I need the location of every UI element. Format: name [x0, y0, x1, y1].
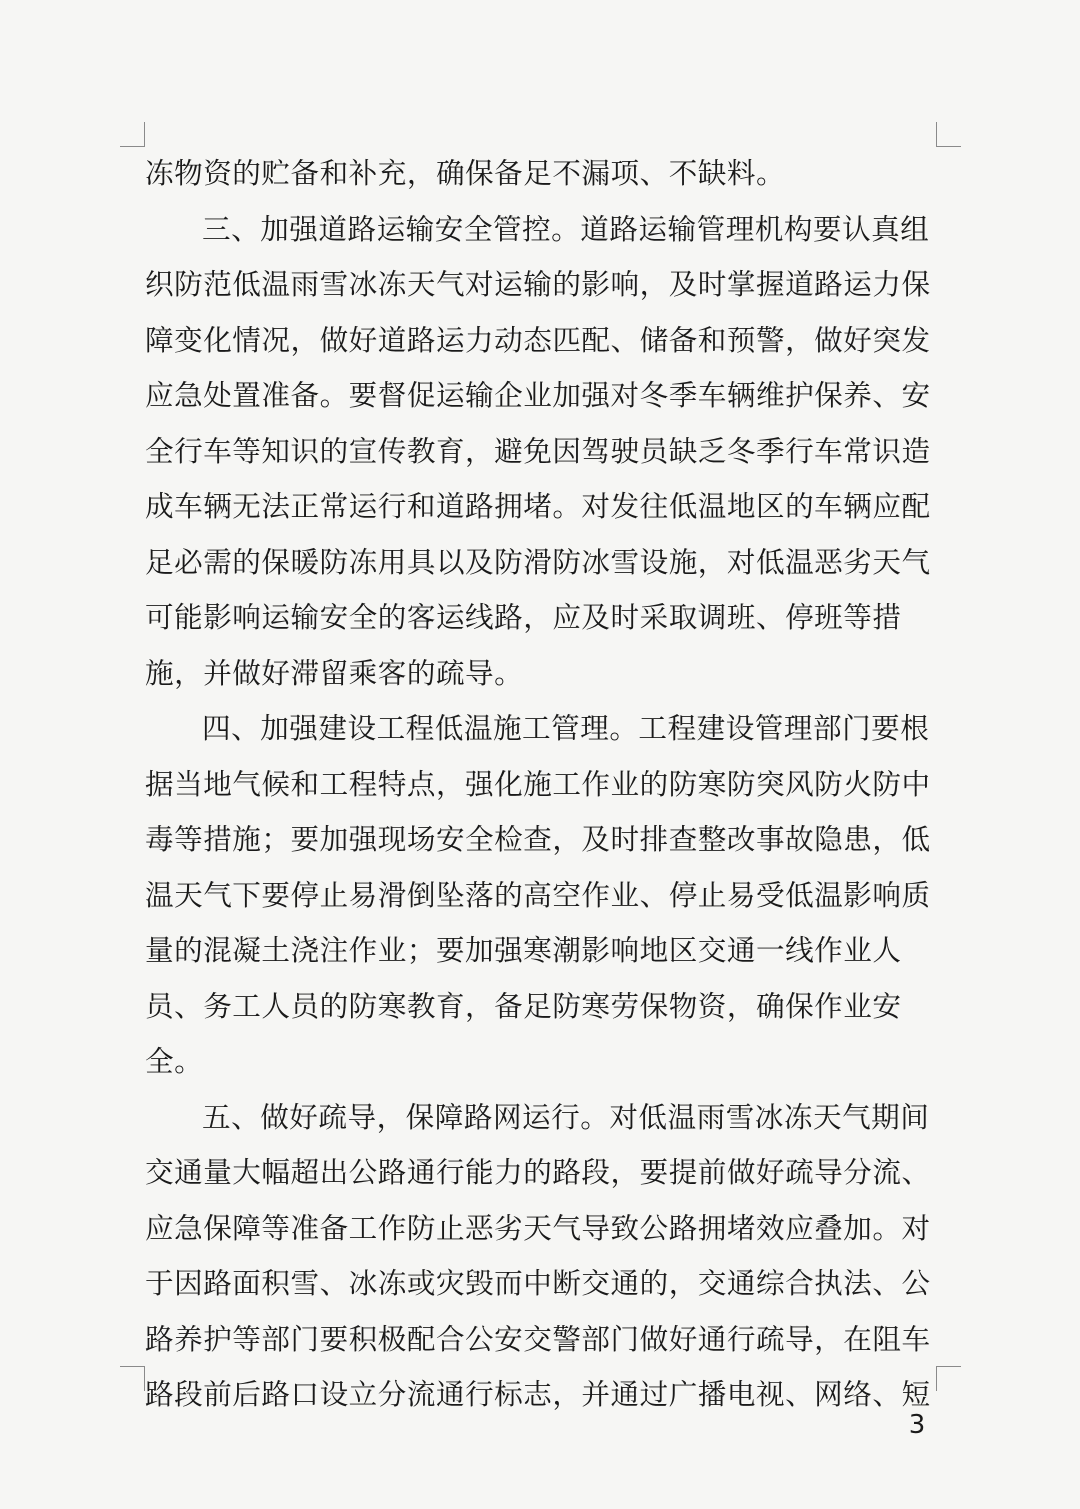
- paragraph-continuation: 冻物资的贮备和补充，确保备足不漏项、不缺料。: [145, 156, 786, 190]
- paragraph-road-transport: 三、加强道路运输安全管控。道路运输管理机构要认真组织防范低温雨雪冰冻天气对运输的影响，及时掌握道路运力保障变化情况，做好道路运力动态匹配、储备和预警，做好突发应急处置准备。要督促运输企业加强对冬季车辆维护保养、安全行车等知识的宣传教育，避免因驾驶员缺乏冬季行车常识造成车辆无法正常运行和道路拥堵。对发往低温地区的车辆应配足必需的保暖防冻用具以及防滑防冰雪设施，对低温恶劣天气可能影响运输安全的客运线路，应及时采取调班、停班等措施，并做好滞留乘客的疏导。: [145, 211, 931, 690]
- paragraph-traffic-guidance: 五、做好疏导，保障路网运行。对低温雨雪冰冻天气期间交通量大幅超出公路通行能力的路段，要提前做好疏导分流、应急保障等准备工作防止恶劣天气导致公路拥堵效应叠加。对于因路面积雪、冰冻或灾毁而中断交通的，交通综合执法、公路养护等部门要积极配合公安交警部门做好通行疏导，在阻车路段前后路口设立分流通行标志，并通过广播电视、网络、短: [145, 1099, 931, 1411]
- paragraph-construction: 四、加强建设工程低温施工管理。工程建设管理部门要根据当地气候和工程特点，强化施工作业的防寒防突风防火防中毒等措施；要加强现场安全检查，及时排查整改事故隐患，低温天气下要停止易滑倒坠落的高空作业、停止易受低温影响质量的混凝土浇注作业；要加强寒潮影响地区交通一线作业人员、务工人员的防寒教育，备足防寒劳保物资，确保作业安全。: [145, 711, 931, 1078]
- crop-mark-top-right: [936, 122, 961, 147]
- crop-mark-bottom-left: [120, 1366, 145, 1391]
- page-number: 3: [908, 1410, 926, 1440]
- crop-mark-top-left: [120, 122, 145, 147]
- crop-mark-bottom-right: [936, 1366, 961, 1391]
- document-body: [145, 146, 935, 1423]
